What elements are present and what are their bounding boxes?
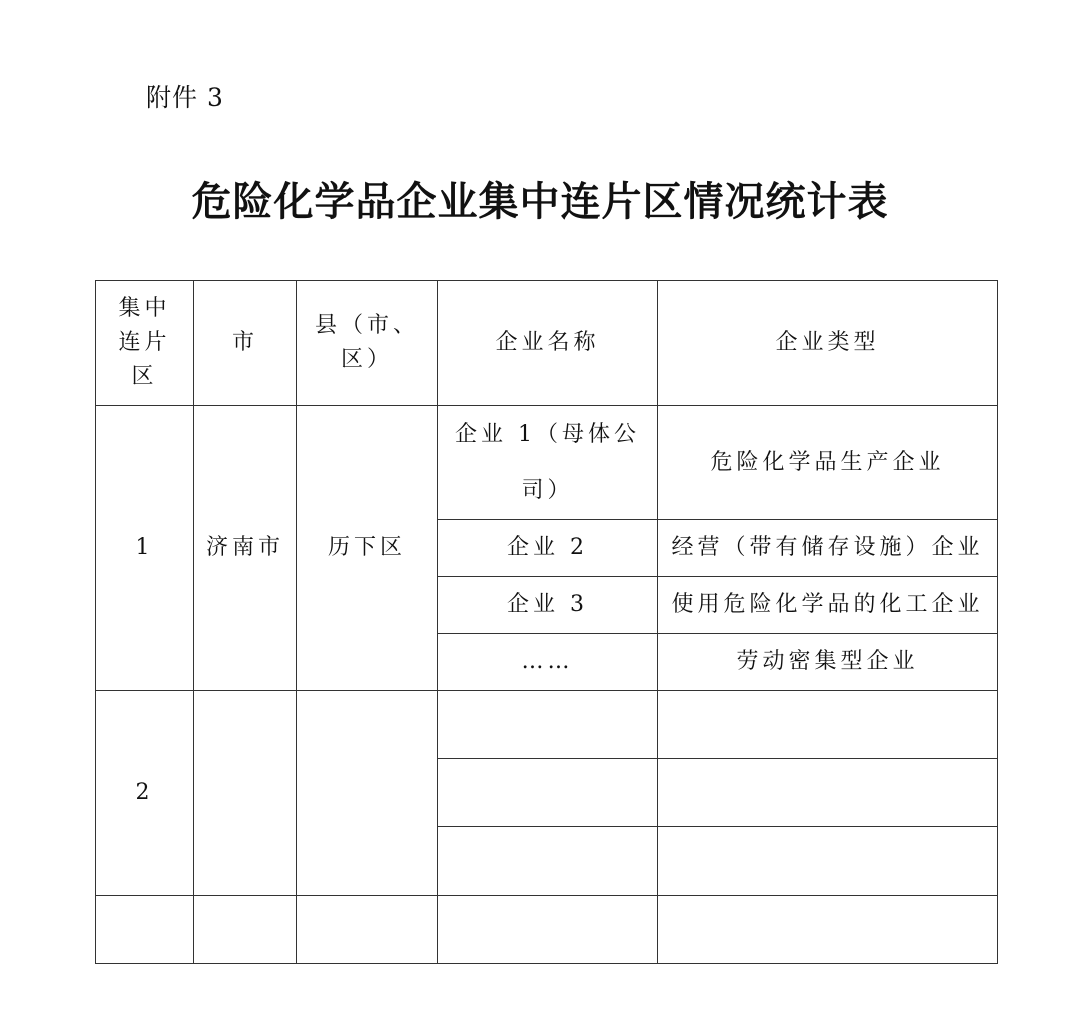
annex-label: 附件 3 — [146, 83, 224, 112]
column-header-city: 市 — [194, 281, 297, 406]
page-title: 危险化学品企业集中连片区情况统计表 — [191, 179, 889, 225]
company-type-cell: 危险化学品生产企业 — [658, 406, 998, 520]
city-cell — [194, 691, 297, 896]
company-name-cell — [438, 691, 658, 759]
company-type-cell: 劳动密集型企业 — [658, 634, 998, 691]
zone-cell: 1 — [96, 406, 194, 691]
company-type-cell — [658, 896, 998, 964]
city-cell — [194, 896, 297, 964]
zone-cell: 2 — [96, 691, 194, 896]
company-name-cell: 企业 3 — [438, 577, 658, 634]
table-header-row — [96, 281, 998, 406]
city-cell: 济南市 — [194, 406, 297, 691]
statistics-table — [95, 280, 998, 964]
company-type-cell: 经营（带有储存设施）企业 — [658, 520, 998, 577]
company-name-cell — [438, 759, 658, 827]
zone-cell — [96, 896, 194, 964]
table-row — [96, 896, 998, 964]
column-header-company-name: 企业名称 — [438, 281, 658, 406]
company-type-cell — [658, 691, 998, 759]
county-cell — [297, 896, 438, 964]
column-header-county: 县（市、区） — [297, 281, 438, 406]
column-header-company-type: 企业类型 — [658, 281, 998, 406]
company-name-cell: …… — [438, 634, 658, 691]
county-cell: 历下区 — [297, 406, 438, 691]
company-name-cell: 企业 1（母体公司） — [438, 406, 658, 520]
company-name-cell: 企业 2 — [438, 520, 658, 577]
table-row — [96, 406, 998, 520]
company-name-cell — [438, 896, 658, 964]
company-type-cell — [658, 827, 998, 896]
company-type-cell: 使用危险化学品的化工企业 — [658, 577, 998, 634]
county-cell — [297, 691, 438, 896]
column-header-zone: 集中连片区 — [96, 281, 194, 406]
company-type-cell — [658, 759, 998, 827]
company-name-cell — [438, 827, 658, 896]
table-row — [96, 691, 998, 759]
